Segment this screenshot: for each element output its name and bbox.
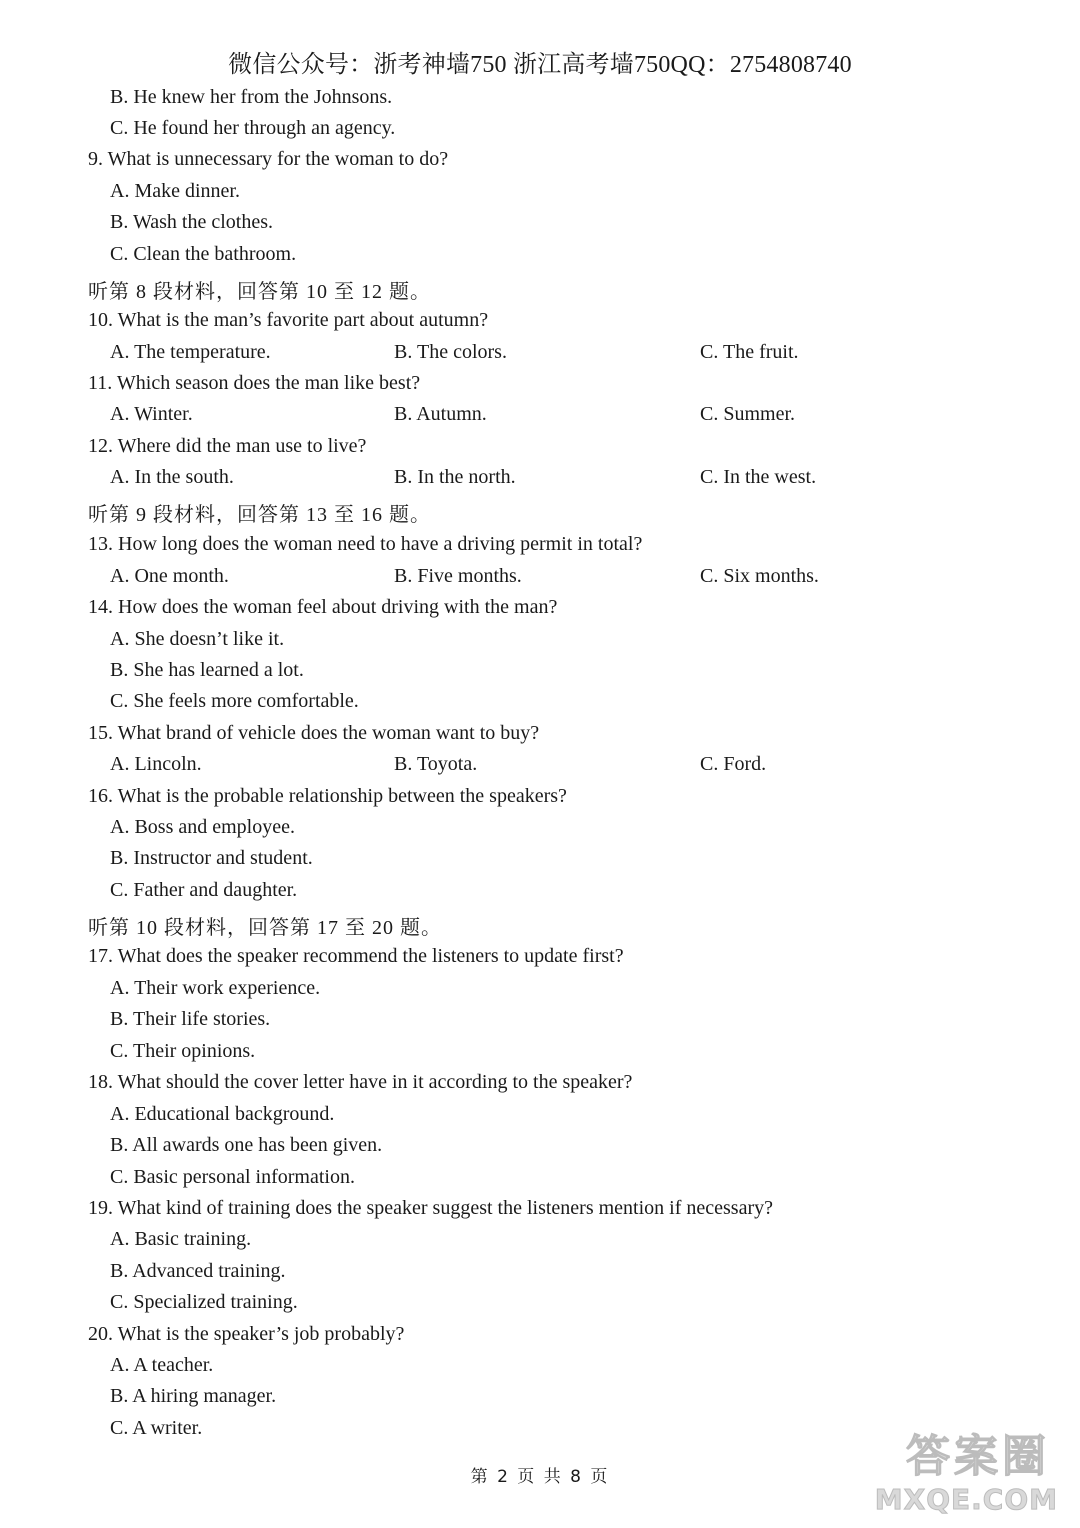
options-row (0, 466, 1080, 498)
option-line (0, 1166, 1080, 1198)
answer-option: B. Autumn. (394, 403, 487, 425)
answer-option: C. He found her through an agency. (110, 117, 396, 139)
option-line (0, 1354, 1080, 1386)
section-instruction: 听第 9 段材料，回答第 13 至 16 题。 (88, 504, 431, 526)
question-text: 20. What is the speaker’s job probably? (88, 1323, 405, 1345)
options-row (0, 753, 1080, 785)
answer-option: B. Instructor and student. (110, 847, 313, 869)
options-row (0, 565, 1080, 597)
answer-option: C. Summer. (700, 403, 796, 425)
question-text: 12. Where did the man use to live? (88, 435, 367, 457)
answer-option: C. Clean the bathroom. (110, 243, 297, 265)
answer-option: C. The fruit. (700, 341, 799, 363)
option-line (0, 180, 1080, 212)
question-line (0, 722, 1080, 754)
question-line (0, 533, 1080, 565)
answer-option: B. Wash the clothes. (110, 211, 273, 233)
watermark-line1: 答案圈 (906, 1431, 1050, 1482)
question-text: 18. What should the cover letter have in it according to the speaker? (88, 1071, 633, 1093)
option-line (0, 1385, 1080, 1417)
option-line (0, 816, 1080, 848)
question-line (0, 148, 1080, 180)
question-text: 9. What is unnecessary for the woman to do? (88, 148, 449, 170)
question-text: 11. Which season does the man like best? (88, 372, 421, 394)
question-line (0, 945, 1080, 977)
option-line (0, 1008, 1080, 1040)
section-line (0, 275, 1080, 307)
options-row (0, 403, 1080, 435)
page-header: 微信公众号：浙考神墙750 浙江高考墙750QQ：2754808740 (228, 52, 852, 78)
answer-option: A. The temperature. (110, 341, 271, 363)
question-text: 15. What brand of vehicle does the woman want to buy? (88, 722, 540, 744)
answer-option: A. She doesn’t like it. (110, 628, 285, 650)
section-line (0, 911, 1080, 943)
answer-option: B. Advanced training. (110, 1260, 286, 1282)
answer-option: B. The colors. (394, 341, 507, 363)
question-line (0, 1197, 1080, 1229)
answer-option: B. She has learned a lot. (110, 659, 304, 681)
option-line (0, 1228, 1080, 1260)
answer-option: C. She feels more comfortable. (110, 690, 359, 712)
question-text: 17. What does the speaker recommend the listeners to update first? (88, 945, 624, 967)
question-text: 10. What is the man’s favorite part about autumn? (88, 309, 489, 331)
answer-option: C. Father and daughter. (110, 879, 298, 901)
answer-option: A. Boss and employee. (110, 816, 295, 838)
answer-option: B. A hiring manager. (110, 1385, 277, 1407)
answer-option: A. Basic training. (110, 1228, 252, 1250)
option-line (0, 1134, 1080, 1166)
option-line (0, 879, 1080, 911)
option-line (0, 1260, 1080, 1292)
answer-option: B. Five months. (394, 565, 522, 587)
watermark-line2: MXQE.COM (874, 1483, 1058, 1516)
question-line (0, 435, 1080, 467)
option-line (0, 211, 1080, 243)
question-line (0, 1323, 1080, 1355)
watermark-logo (874, 1430, 1070, 1522)
answer-option: B. In the north. (394, 466, 516, 488)
option-line (0, 1291, 1080, 1323)
answer-option: C. Basic personal information. (110, 1166, 355, 1188)
answer-option: C. A writer. (110, 1417, 203, 1439)
answer-option: C. Their opinions. (110, 1040, 256, 1062)
option-line (0, 628, 1080, 660)
answer-option: C. In the west. (700, 466, 817, 488)
question-text: 19. What kind of training does the speaker suggest the listeners mention if necessary? (88, 1197, 773, 1219)
answer-option: A. Their work experience. (110, 977, 321, 999)
answer-option: C. Specialized training. (110, 1291, 298, 1313)
option-line (0, 86, 1080, 118)
option-line (0, 1103, 1080, 1135)
answer-option: A. One month. (110, 565, 229, 587)
section-instruction: 听第 8 段材料，回答第 10 至 12 题。 (88, 281, 431, 303)
question-line (0, 785, 1080, 817)
question-line (0, 1071, 1080, 1103)
answer-option: B. All awards one has been given. (110, 1134, 383, 1156)
page-footer: 第 2 页 共 8 页 (470, 1467, 610, 1487)
question-text: 13. How long does the woman need to have a driving permit in total? (88, 533, 643, 555)
option-line (0, 659, 1080, 691)
answer-option: B. Toyota. (394, 753, 478, 775)
option-line (0, 1040, 1080, 1072)
question-text: 14. How does the woman feel about driving with the man? (88, 596, 558, 618)
answer-option: A. In the south. (110, 466, 234, 488)
option-line (0, 690, 1080, 722)
section-instruction: 听第 10 段材料，回答第 17 至 20 题。 (88, 917, 442, 939)
options-row (0, 341, 1080, 373)
question-line (0, 309, 1080, 341)
option-line (0, 977, 1080, 1009)
answer-option: A. Lincoln. (110, 753, 202, 775)
option-line (0, 117, 1080, 149)
question-text: 16. What is the probable relationship between the speakers? (88, 785, 567, 807)
option-line (0, 243, 1080, 275)
section-line (0, 498, 1080, 530)
answer-option: C. Six months. (700, 565, 819, 587)
option-line (0, 847, 1080, 879)
answer-option: A. Educational background. (110, 1103, 335, 1125)
answer-option: A. A teacher. (110, 1354, 214, 1376)
question-line (0, 596, 1080, 628)
answer-option: C. Ford. (700, 753, 767, 775)
answer-option: A. Winter. (110, 403, 193, 425)
answer-option: B. Their life stories. (110, 1008, 271, 1030)
answer-option: A. Make dinner. (110, 180, 240, 202)
answer-option: B. He knew her from the Johnsons. (110, 86, 393, 108)
question-line (0, 372, 1080, 404)
